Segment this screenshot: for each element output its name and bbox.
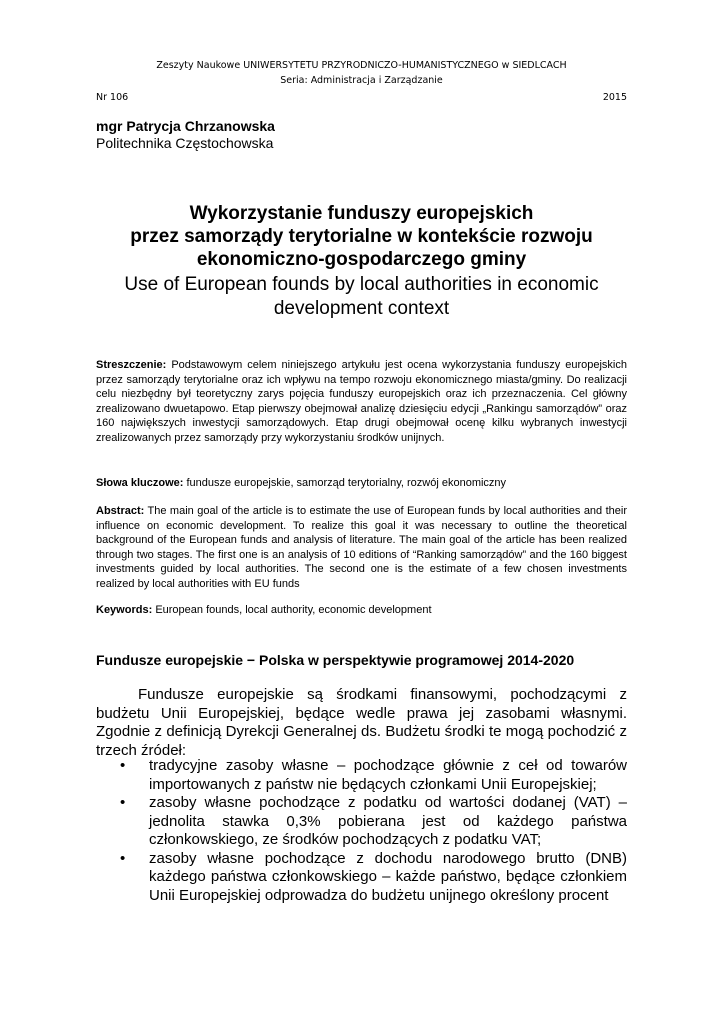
streszczenie-block (96, 358, 627, 446)
streszczenie-label: Streszczenie: (96, 359, 167, 371)
list-item-text: tradycyjne zasoby własne – pochodzące głównie z ceł od towarów importowanych z państw nie będących członkami Unii Europejskiej; (149, 757, 627, 793)
title-english-line: development context (273, 298, 450, 319)
bullet-icon: • (120, 794, 126, 811)
slowa-kluczowe-block (96, 476, 627, 491)
title-english (96, 273, 627, 321)
slowa-kluczowe-label: Słowa kluczowe: (96, 477, 184, 489)
author-name: mgr Patrycja Chrzanowska (96, 118, 275, 134)
journal-header: Zeszyty Naukowe UNIWERSYTETU PRZYRODNICZO-HUMANISTYCZNEGO w SIEDLCACH (156, 60, 567, 71)
series-header: Seria: Administracja i Zarządzanie (280, 75, 443, 86)
keywords-block (96, 603, 627, 618)
sources-list (96, 757, 627, 905)
list-item-text: zasoby własne pochodzące z dochodu narodowego brutto (DNB) każdego państwa członkowskiego – każde państwo, będące członkiem Unii Europejskiej odprowadza do budżetu unijnego określony procent (149, 849, 627, 904)
title-polish-line: ekonomiczno-gospodarczego gminy (196, 249, 527, 270)
abstract-text: The main goal of the article is to estimate the use of European funds by local authorities and their influence on economic development. To realize this goal it was necessary to outline the theoretical background of the European funds and analysis of literature. The main goal of the article has been realized through two stages. The first one is an analysis of 10 editions of “Ranking samorządów” and the 160 biggest investments guided by local authorities. The second one is the estimate of a few chosen investments realized by local authorities with EU funds (96, 505, 628, 590)
streszczenie-text: Podstawowym celem niniejszego artykułu jest ocena wykorzystania funduszy europejskich przez samorządy terytorialne oraz ich wpływu na tempo rozwoju ekonomicznego miasta/gminy. Do realizacji celu niezbędny był teoretyczny zarys pojęcia funduszy europejskich oraz ich przeznaczenia. Cel główny zrealizowano dwuetapowo. Etap pierwszy obejmował analizę dziesięciu edycji „Rankingu samorządów” oraz 160 największych inwestycji samorządowych. Etap drugi obejmował ocenę kilku wybranych inwestycji zrealizowanych przez samorządy przy wykorzystaniu środków unijnych. (96, 359, 627, 444)
keywords-text: European founds, local authority, economic development (155, 604, 432, 616)
author-affiliation: Politechnika Częstochowska (96, 135, 274, 151)
abstract-block (96, 504, 627, 592)
slowa-kluczowe-text: fundusze europejskie, samorząd terytorialny, rozwój ekonomiczny (186, 477, 507, 489)
issue-year: 2015 (602, 92, 627, 103)
title-english-line: Use of European founds by local authorities in economic (124, 274, 599, 295)
list-item (96, 794, 627, 850)
keywords-label: Keywords: (96, 604, 153, 616)
list-item (96, 850, 627, 906)
issue-number: Nr 106 (96, 92, 129, 103)
title-polish-line: Wykorzystanie funduszy europejskich (189, 203, 534, 224)
body-paragraph (96, 686, 627, 760)
bullet-icon: • (120, 757, 126, 774)
section-heading: Fundusze europejskie − Polska w perspektywie programowej 2014-2020 (96, 652, 575, 668)
title-polish-line: przez samorządy terytorialne w kontekście rozwoju (130, 226, 593, 247)
body-paragraph-text: Fundusze europejskie są środkami finansowymi, pochodzącymi z budżetu Unii Europejskiej, będące wedle prawa jej zasobami własnymi. Zgodnie z definicją Dyrekcji Generalnej ds. Budżetu środki te mogą pochodzić z trzech źródeł: (96, 686, 627, 759)
title-polish (96, 202, 627, 271)
list-item-text: zasoby własne pochodzące z podatku od wartości dodanej (VAT) – jednolita stawka 0,3% pobierana jest od każdego państwa członkowskiego, ze środków pochodzących z podatku VAT; (149, 794, 627, 848)
abstract-label: Abstract: (96, 505, 145, 517)
list-item (96, 757, 627, 794)
bullet-icon: • (120, 849, 126, 867)
